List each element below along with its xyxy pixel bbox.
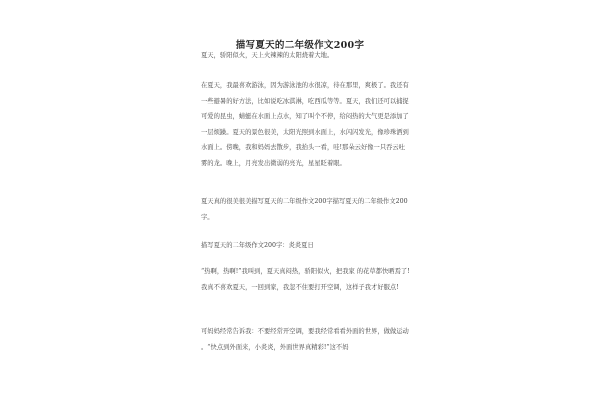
paragraph-4: 描写夏天的二年级作文200字：炎炎夏日 (201, 242, 314, 249)
paragraph-3: 夏天真的很美很美描写夏天的二年级作文200字描写夏天的二年级作文200字。 (201, 198, 408, 221)
paragraph-6: 可妈妈经常告诉我：不要经常开空调，要我经常看看外面的世界，做做运动 。“快点到外面来，小炎炎，外面世界真精彩!”这不妈 (201, 328, 409, 351)
paragraph-5: “热啊，热啊!”我叫到，夏天真闷热，骄阳似火，把我家 的花草都快晒焉了!我真不喜欢夏天，一回到家，我忽不住要打开空调，这样子我才好服点! (201, 268, 410, 291)
paragraph-2: 在夏天，我最喜欢游泳，因为游泳池的水很凉，待在那里，爽极了。我还有一些避暑的好方法，比如说吃冰淇淋，吃西瓜等等。夏天，我们还可以捕捉可爱的昆虫，蜻蜓在水面上点水，知了叫个不停，给闷热的大气更是添加了一层烦躁。夏天的景色很美，太阳光照到水面上，水闪闪发光，像珍珠洒到水面上。傍晚，我和妈妈去散步，我抬头一看，哇!那朵云好像一只吞云吐雾的龙。晚上，月亮发出微弱的亮光，星星眨着眼。 (201, 82, 409, 167)
paragraph-1: 夏天，骄阳似火，天上火辣辣的太阳烧着大地。 (201, 52, 334, 59)
page-title: 描写夏天的二年级作文200字 (235, 40, 365, 51)
